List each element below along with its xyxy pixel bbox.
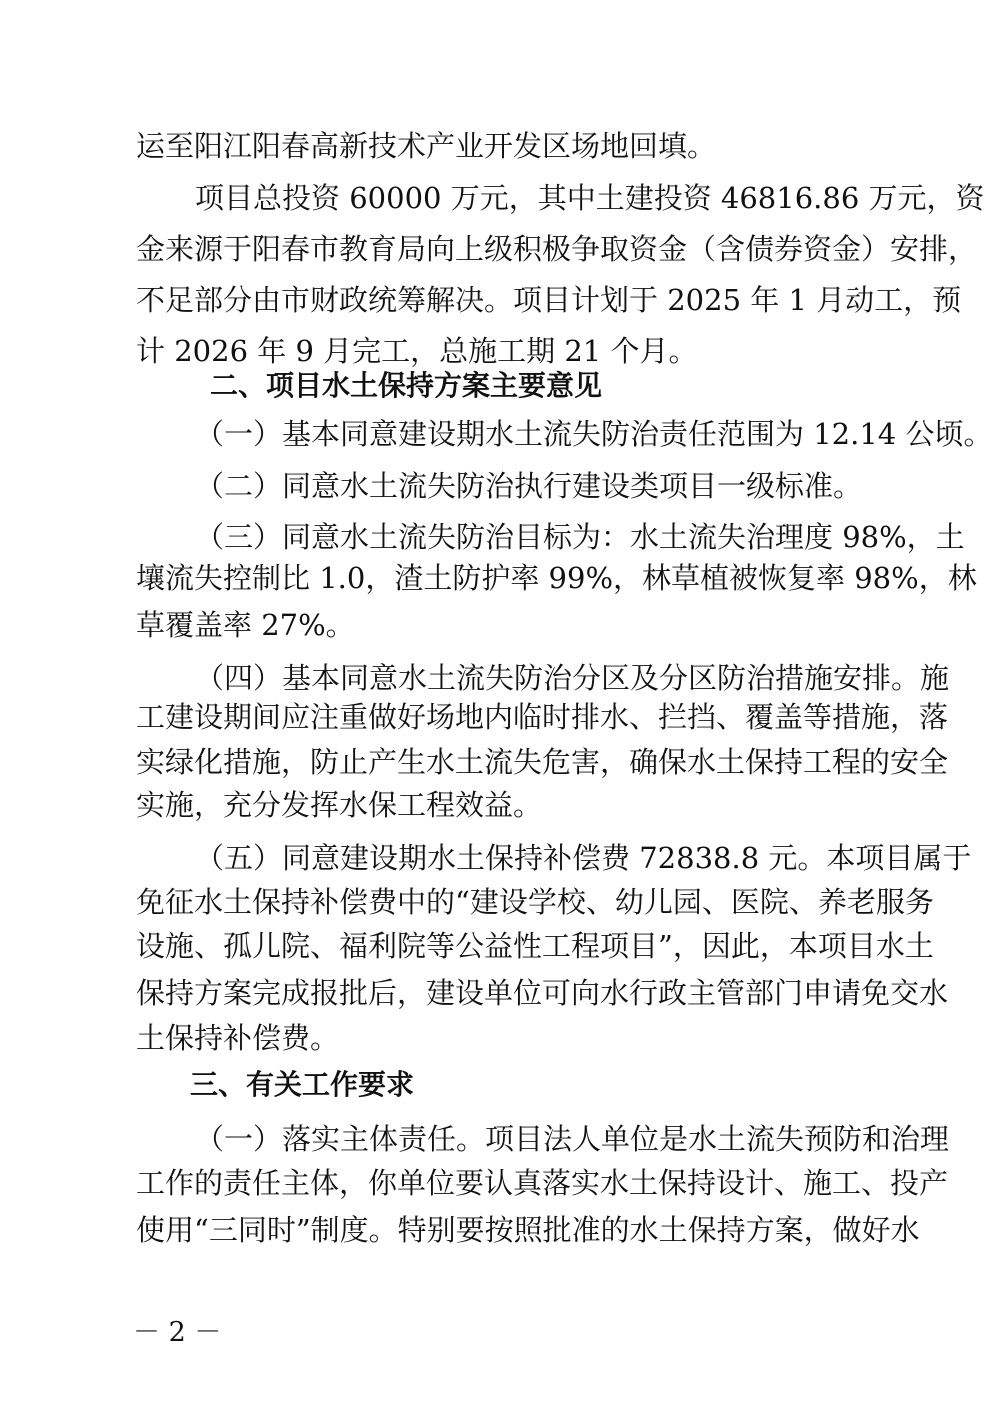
paragraph-line: 使用“三同时”制度。特别要按照批准的水土保持方案，做好水 [136,1213,920,1247]
paragraph-line: 计 2026 年 9 月完工，总施工期 21 个月。 [136,334,698,368]
paragraph-line: （四）基本同意水土流失防治分区及分区防治措施安排。施 [195,661,950,695]
paragraph-line: 金来源于阳春市教育局向上级积极争取资金（含债券资金）安排， [136,232,978,266]
paragraph-line: 项目总投资 60000 万元，其中土建投资 46816.86 万元，资 [195,181,985,215]
paragraph-line: （一）基本同意建设期水土流失防治责任范围为 12.14 公顷。 [195,417,993,451]
paragraph-line: 保持方案完成报批后，建设单位可向水行政主管部门申请免交水 [136,976,949,1010]
paragraph-line: 草覆盖率 27%。 [136,608,355,642]
paragraph-line: 不足部分由市财政统筹解决。项目计划于 2025 年 1 月动工，预 [136,283,962,317]
paragraph-line: 实绿化措施，防止产生水土流失危害，确保水土保持工程的安全 [136,745,949,779]
paragraph-line: 工建设期间应注重做好场地内临时排水、拦挡、覆盖等措施，落 [136,700,949,734]
paragraph-line: （五）同意建设期水土保持补偿费 72838.8 元。本项目属于 [195,841,972,875]
paragraph-line: 免征水土保持补偿费中的“建设学校、幼儿园、医院、养老服务 [136,885,934,919]
paragraph-line: 壤流失控制比 1.0，渣土防护率 99%，林草植被恢复率 98%，林 [136,561,977,595]
paragraph-line: 设施、孤儿院、福利院等公益性工程项目”，因此，本项目水土 [136,929,934,963]
paragraph-line: 运至阳江阳春高新技术产业开发区场地回填。 [136,129,717,163]
page-number: － 2 － [133,1317,222,1348]
paragraph-line: （三）同意水土流失防治目标为：水土流失治理度 98%，土 [195,520,965,554]
paragraph-line: 土保持补偿费。 [136,1021,340,1055]
section-heading: 二、项目水土保持方案主要意见 [210,369,603,402]
section-heading: 三、有关工作要求 [190,1068,415,1101]
paragraph-line: （二）同意水土流失防治执行建设类项目一级标准。 [195,469,863,503]
paragraph-line: 实施，充分发挥水保工程效益。 [136,788,543,822]
paragraph-line: （一）落实主体责任。项目法人单位是水土流失预防和治理 [195,1122,950,1156]
paragraph-line: 工作的责任主体，你单位要认真落实水土保持设计、施工、投产 [136,1166,949,1200]
